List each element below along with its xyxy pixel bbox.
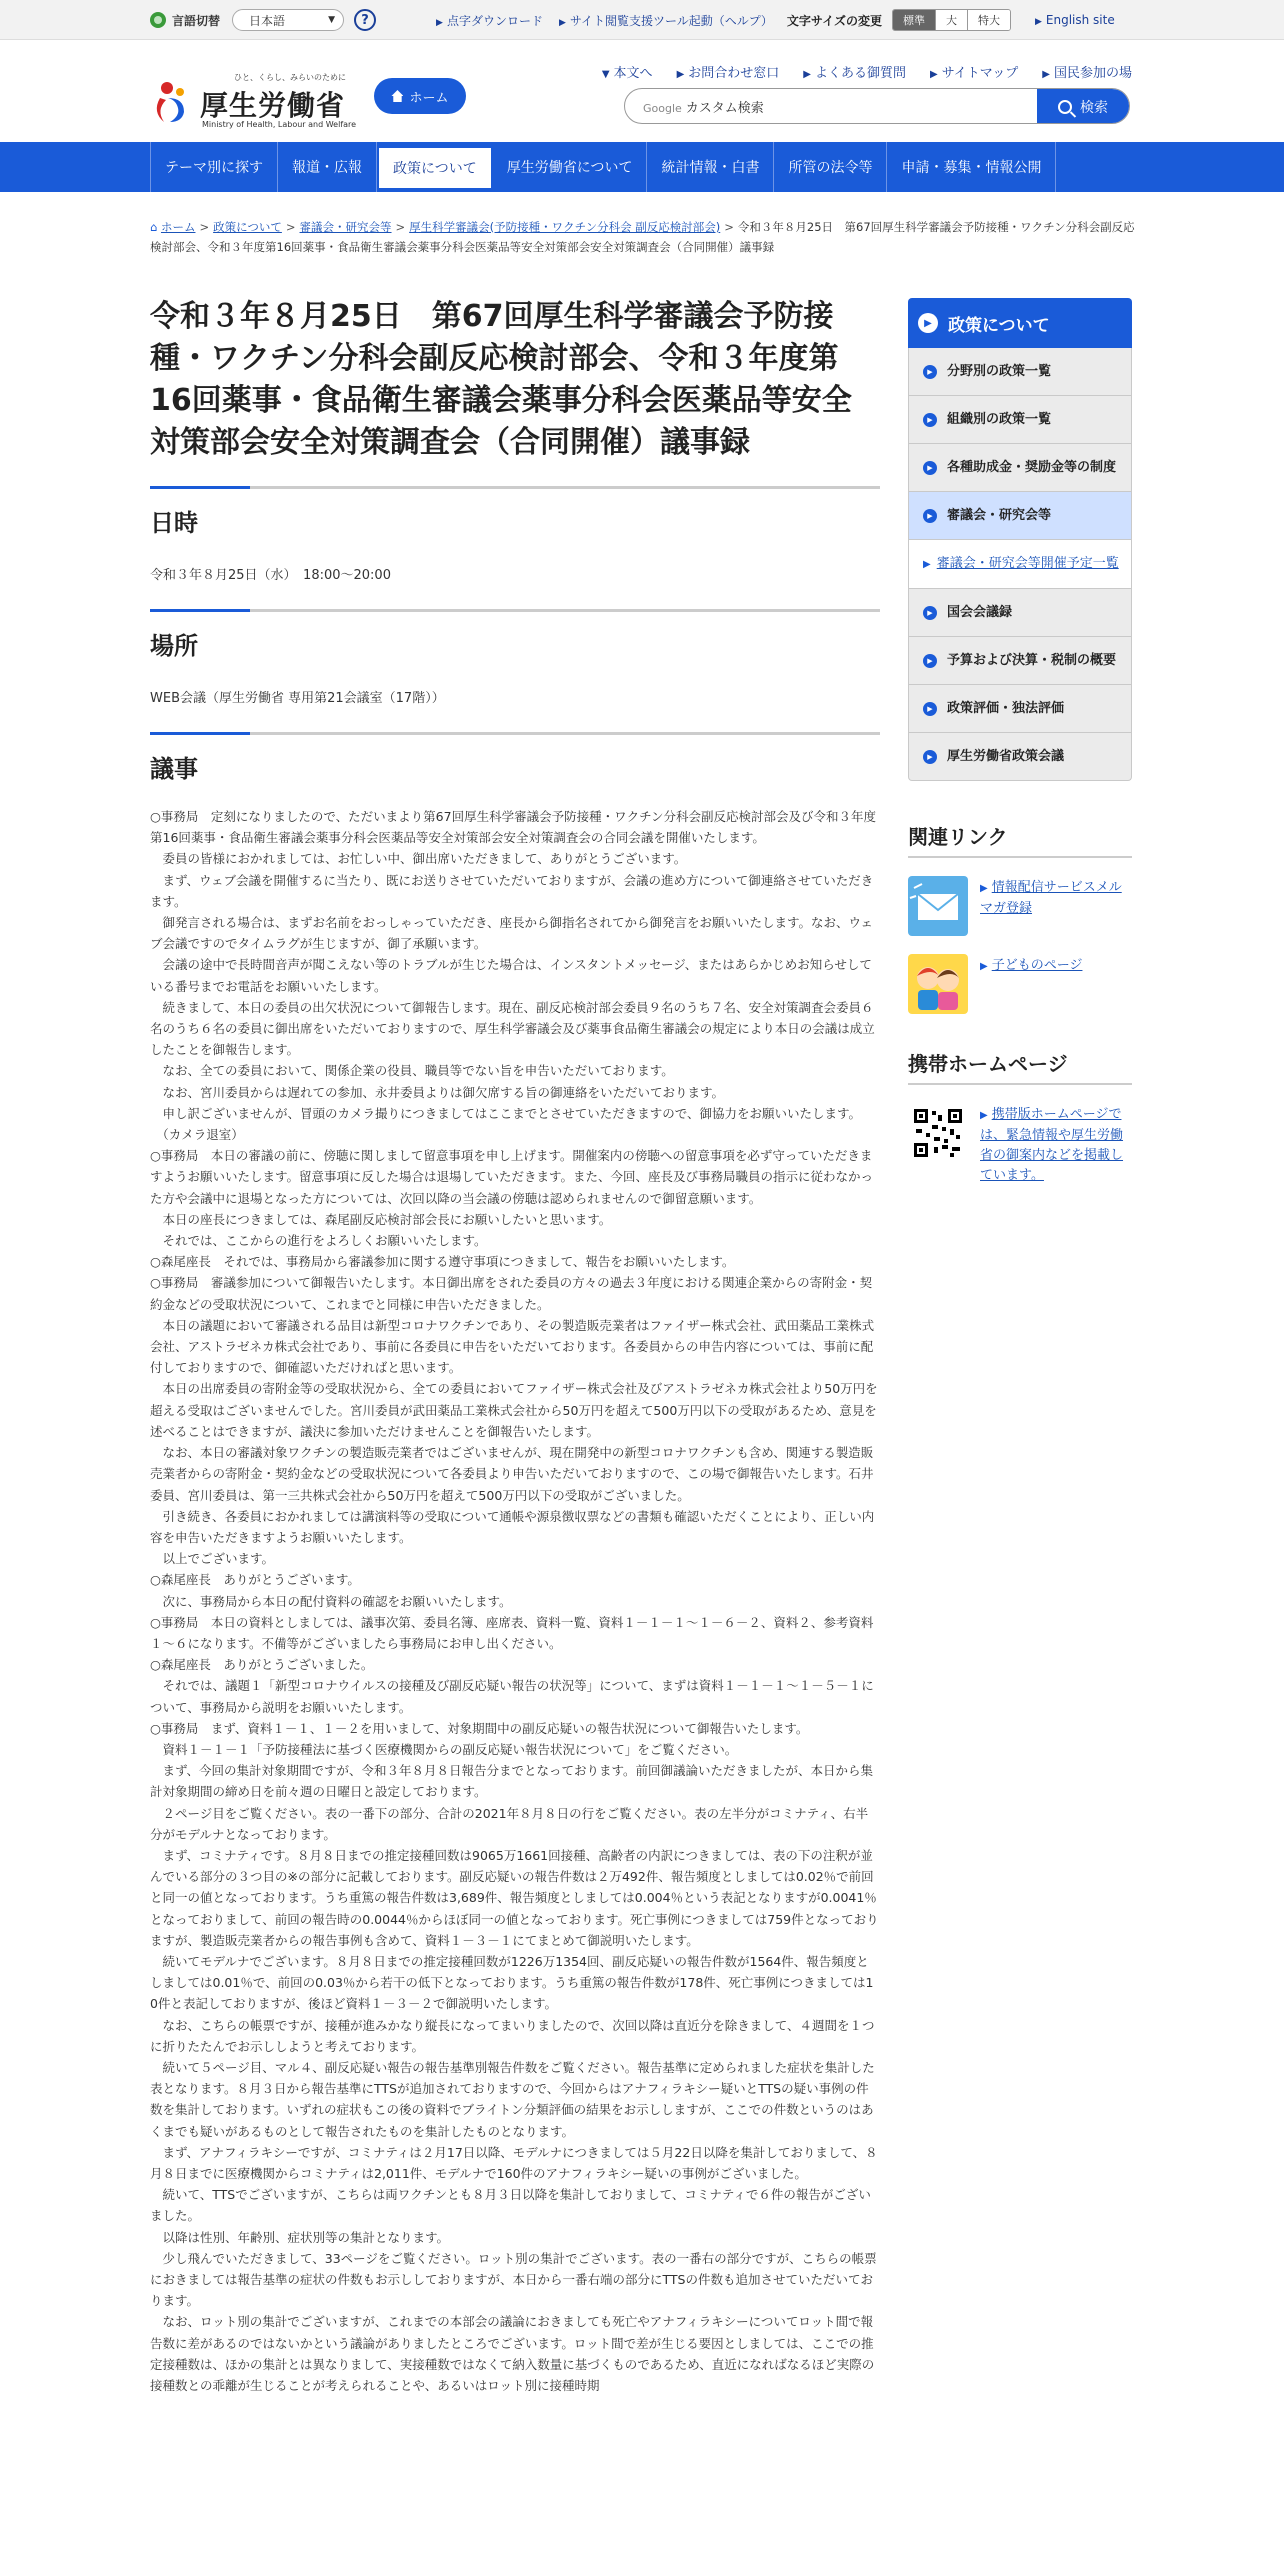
sidebar-item-label: 分野別の政策一覧 [947,364,1052,379]
sidebar-subitem-label[interactable]: 審議会・研究会等開催予定一覧 [936,556,1119,571]
home-button-label: ホーム [409,90,449,106]
sitemap-link[interactable]: サイトマップ [941,66,1019,81]
sidebar-item-label: 各種助成金・奨励金等の制度 [947,460,1117,475]
global-nav [0,142,1284,192]
place-text: WEB会議（厚生労働省 専用第21会議室（17階）） [150,691,445,706]
font-size-buttons [892,9,1011,31]
utility-bar [0,0,1284,40]
chevron-right-icon: ▶ [980,961,988,972]
section-divider [150,732,880,735]
chevron-right-icon: ▶ [1042,69,1050,80]
home-icon [391,90,403,102]
language-select-value: 日本語 [249,13,286,28]
font-size-label: 文字サイズの変更 [786,13,882,28]
skip-to-content-link[interactable]: 本文へ [613,66,653,81]
minutes-heading: 議事 [150,755,198,783]
sidebar-item-budget[interactable] [908,637,1132,685]
children-icon [908,954,968,1014]
mobile-site-heading: 携帯ホームページ [908,1048,1132,1085]
nav-about[interactable]: 厚生労働省について [493,142,648,192]
nav-laws[interactable]: 所管の法令等 [774,142,887,192]
caret-icon: ▶ [558,17,566,28]
page-title: 令和３年８月25日 第67回厚生科学審議会予防接種・ワクチン分科会副反応検討部会、令和３年度第16回薬事・食品衛生審議会薬事分科会医薬品等安全対策部会安全対策調査会（合同開催）議事録 [150,299,852,460]
breadcrumb-councils[interactable]: 審議会・研究会等 [299,220,392,234]
search-button-label: 検索 [1080,100,1108,116]
logo-name: 厚生労働省 [200,89,346,122]
chevron-right-icon: ▶ [923,559,931,570]
nav-theme[interactable]: テーマ別に探す [150,142,278,192]
circle-arrow-icon: ▶ [923,365,937,379]
qr-code-icon [908,1103,968,1163]
place-heading: 場所 [150,632,198,660]
help-glyph: ? [361,12,369,28]
sidebar-item-label: 審議会・研究会等 [947,508,1052,523]
font-size-standard-button[interactable]: 標準 [893,10,935,30]
related-link-kids[interactable] [908,954,1132,1014]
date-heading: 日時 [150,509,198,537]
logo-tagline: ひと、くらし、みらいのために [234,73,346,82]
circle-arrow-icon: ▶ [923,606,937,620]
circle-arrow-icon: ▶ [923,413,937,427]
circle-arrow-icon: ▶ [923,750,937,764]
related-links-heading: 関連リンク [908,821,1132,858]
chevron-right-icon: ▶ [676,69,685,80]
sidebar-item-by-field[interactable] [908,348,1132,396]
font-size-large-button[interactable]: 大 [935,10,967,30]
circle-arrow-icon: ▶ [923,654,937,668]
chevron-right-icon: ▶ [980,1110,988,1121]
sidebar-item-evaluation[interactable] [908,685,1132,733]
sidebar-item-subsidies[interactable] [908,444,1132,492]
search-icon [1058,100,1072,114]
sidebar-item-label: 厚生労働省政策会議 [947,749,1065,764]
sidebar-item-label: 国会会議録 [947,605,1013,620]
sidebar-item-policy-meeting[interactable] [908,733,1132,781]
sidebar [908,298,1132,1186]
nav-policy[interactable]: 政策について [377,146,493,190]
nav-statistics[interactable]: 統計情報・白書 [647,142,774,192]
mail-icon [908,876,968,936]
braille-download-link[interactable]: 点字ダウンロード [446,13,543,28]
site-logo[interactable] [150,70,360,130]
public-participation-link[interactable]: 国民参加の場 [1053,66,1132,81]
search-placeholder: カスタム検索 [685,100,764,116]
breadcrumb-home[interactable]: ホーム [160,220,196,234]
contact-link[interactable]: お問合わせ窓口 [688,66,780,81]
font-size-xlarge-button[interactable]: 特大 [967,10,1010,30]
nav-applications[interactable]: 申請・募集・情報公開 [887,142,1056,192]
chevron-right-icon: ▶ [980,883,988,894]
related-link-label[interactable]: 子どものページ [991,958,1083,973]
search-button[interactable] [1037,89,1129,124]
breadcrumb-current: 令和３年８月25日 第67回厚生科学審議会予防接種・ワクチン分科会副反応検討部会、令和３年度第16回薬事・食品衛生審議会薬事分科会医薬品等安全対策部会安全対策調査会（合同開催）議事録 [150,220,1135,254]
home-small-icon: ⌂ [150,220,158,234]
date-text: 令和３年８月25日（水） 18:00～20:00 [150,568,391,583]
minutes-text: ○事務局 定刻になりましたので、ただいまより第67回厚生科学審議会予防接種・ワクチン分科会副反応検討部会及び令和３年度第16回薬事・食品衛生審議会薬事分科会医薬品等安全対策部会安全対策調査会の合同会議を開催いたします。 委員の皆様におかれましては、お忙しい中、御出席いただきまして、ありがとうございます。 まず、ウェブ会議を開催するに当たり、既にお送りさせていただいておりますが、会議の進め方について御連絡させていただきます。 御発言される場合は、まずお名前をおっしゃっていただき、座長から御指名されてから御発言をお願いいたします。なお、ウェブ会議ですのでタイムラグが生じますが、御了承願います。 会議の途中で長時間音声が聞こえない等のトラブルが生じた場合は、インスタントメッセージ、またはあらかじめお知らせしている番号までお電話をお願いいたします。 続きまして、本日の委員の出欠状況について御報告します。現在、副反応検討部会委員９名のうち７名、安全対策調査会委員６名のうち６名の委員に御出席をいただいておりますので、厚生科学審議会及び薬事食品衛生審議会の規定により本日の会議は成立したことを御報告します。 なお、全ての委員において、関係企業の役員、職員等でない旨を申告いただいております。 なお、宮川委員からは遅れての参加、永井委員よりは御欠席する旨の御連絡をいただいております。 申し訳ございませんが、冒頭のカメラ撮りにつきましてはここまでとさせていただきますので、御協力をお願いいたします。 （カメラ退室） ○事務局 本日の審議の前に、傍聴に関しまして留意事項を申し上げます。開催案内の傍聴への留意事項を必ず守っていただきますようお願いいたします。留意事項に反した場合は退場していただきます。また、今回、座長及び事務局職員の指示に従わなかった方や会議中に退場となった方については、次回以降の当会議の傍聴は認められませんので御留意願います。 本日の座長につきましては、森尾副反応検討部会長にお願いしたいと思います。 それでは、ここからの進行をよろしくお願いいたします。 ○森尾座長 それでは、事務局から審議参加に関する遵守事項につきまして、報告をお願いいたします。 ○事務局 審議参加について御報告いたします。本日御出席をされた委員の方々の過去３年度における関連企業からの寄附金・契約金などの受取状況について、これまでと同様に申告いただきました。 本日の議題において審議される品目は新型コロナワクチンであり、その製造販売業者はファイザー株式会社、武田薬品工業株式会社、アストラゼネカ株式会社であり、事前に各委員に申告をいただいております。各委員からの申告内容については、事前に配付しておりますので、御確認いただければと思います。 本日の出席委員の寄附金等の受取状況から、全ての委員においてファイザー株式会社及びアストラゼネカ株式会社より50万円を超える受取はございませんでした。宮川委員が武田薬品工業株式会社から50万円を超えて500万円以下の受取があるため、意見を述べることはできますが、議決に参加いただけませんことを御報告いたします。 なお、本日の審議対象ワクチンの製造販売業者ではございませんが、現在開発中の新型コロナワクチンも含め、関連する製造販売業者からの寄附金・契約金などの受取状況について各委員より申告いただいておりますので、この場で御報告いたします。石井委員、宮川委員は、第一三共株式会社から50万円を超えて500万円以下の受取がございました。 引き続き、各委員におかれましては講演料等の受取について通帳や源泉徴収票などの書類も確認いただくことにより、正しい内容を申告いただきますようお願いいたします。 以上でございます。 ○森尾座長 ありがとうございます。 次に、事務局から本日の配付資料の確認をお願いいたします。 ○事務局 本日の資料としましては、議事次第、委員名簿、座席表、資料一覧、資料１－１－１～１－６－２、資料２、参考資料１～６になります。不備等がございましたら事務局にお申し出ください。 ○森尾座長 ありがとうございました。 それでは、議題１「新型コロナウイルスの接種及び副反応疑い報告の状況等」について、まずは資料１－１－１～１－５－１について、事務局から説明をお願いいたします。 ○事務局 まず、資料１－１、１－２を用いまして、対象期間中の副反応疑いの報告状況について御報告いたします。 資料１－１－１「予防接種法に基づく医療機関からの副反応疑い報告状況について」をご覧ください。 まず、今回の集計対象期間ですが、令和３年８月８日報告分までとなっております。前回御議論いただきましたが、本日から集計対象期間の締め日を前々週の日曜日と設定しております。 ２ページ目をご覧ください。表の一番下の部分、合計の2021年８月８日の行をご覧ください。表の左半分がコミナティ、右半分がモデルナとなっております。 まず、コミナティです。８月８日までの推定接種回数は9065万1661回接種、高齢者の内訳につきましては、表の下の注釈が並んでいる部分の３つ目の※の部分に記載しております。副反応疑いの報告件数は２万492件、報告頻度としましては0.02％で前回と同一の値となっております。うち重篤の報告件数は3,689件、報告頻度としましては0.004％という表記となりますが0.0041％となっておりまして、前回の報告時の0.0044％からほぼ同一の値となっております。死亡事例につきましては759件となっておりますが、製造販売業者からの報告事例も含めて、資料１－３－１にてまとめて御説明いたします。 続いてモデルナでございます。８月８日までの推定接種回数が1226万1354回、副反応疑いの報告件数が1564件、報告頻度としましては0.01％で、前回の0.03％から若干の低下となっております。うち重篤の報告件数が178件、死亡事例につきましては10件と表記しておりますが、後ほど資料１－３－２で御説明いたします。 なお、こちらの帳票ですが、接種が進みかなり縦長になってまいりましたので、次回以降は直近分を除きまして、４週間を１つに折りたたんでお示ししようと考えております。 続いて５ページ目、マル４、副反応疑い報告の報告基準別報告件数をご覧ください。報告基準に定められました症状を集計した表となります。８月３日から報告基準にTTSが追加されておりますので、今回からはアナフィラキシー疑いとTTSの疑い事例の件数を集計しております。いずれの症状もこの後の資料でブライトン分類評価の結果をお示ししますが、ここでの件数というのはあくまでも疑いがあるものとして報告されたものを集計したものとなります。 まず、アナフィラキシーですが、コミナティは２月17日以降、モデルナにつきましては５月22日以降を集計しておりまして、８月８日までに医療機関からコミナティは2,011件、モデルナで160件のアナフィラキシー疑いの事例がございました。 続いて、TTSでございますが、こちらは両ワクチンとも８月３日以降を集計しておりまして、コミナティで６件の報告がございました。 以降は性別、年齢別、症状別等の集計となります。 少し飛んでいただきまして、33ページをご覧ください。ロット別の集計でございます。表の一番右の部分ですが、こちらの帳票におきましては報告基準の症状の件数もお示ししておりますが、本日から一番右端の部分にTTSの件数も追加させていただいております。 なお、ロット別の集計でございますが、これまでの本部会の議論におきましても死亡やアナフィラキシーについてロット間で報告数に差があるのではないかという議論がありましたところでございます。ロット間で差が生じる要因としましては、ここでの推定接種数は、ほかの集計とは異なりまして、実接種数ではなくて納入数量に基づくものであるため、直近になればなるほど実際の接種数との乖離が生じることが考えられることや、あるいはロット別に接種時期 [150,809,879,2394]
search-box[interactable] [624,88,1130,124]
circle-arrow-icon: ▶ [923,702,937,716]
chevron-right-icon: ▶ [930,69,938,80]
mobile-site-link[interactable]: 携帯版ホームページでは、緊急情報や厚生労働省の御案内などを掲載しています。 [980,1107,1124,1183]
mobile-site-block [908,1103,1132,1186]
caret-icon: ▶ [1034,17,1042,27]
sidebar-header[interactable] [908,298,1132,348]
main-content [150,296,880,2396]
chevron-down-icon: ▼ [328,15,336,25]
help-icon[interactable] [354,9,376,31]
language-label: 言語切替 [172,13,221,28]
home-button[interactable] [374,78,466,114]
sidebar-item-diet-records[interactable] [908,589,1132,637]
search-input[interactable] [625,97,764,116]
breadcrumb-council-detail[interactable]: 厚生科学審議会(予防接種・ワクチン分科会 副反応検討部会) [409,220,721,234]
english-site-link[interactable]: English site [1045,13,1115,27]
sidebar-item-label: 組織別の政策一覧 [947,412,1052,427]
accessibility-tool-link[interactable]: サイト閲覧支援ツール起動（ヘルプ） [569,13,773,28]
chevron-right-icon: ▶ [803,69,811,80]
language-select[interactable] [232,9,344,31]
mhlw-logo-icon [150,78,198,126]
sidebar-item-label: 予算および決算・税制の概要 [947,653,1117,668]
related-link-label[interactable]: 情報配信サービスメルマガ登録 [980,880,1122,916]
search-google-label: Google [643,101,682,115]
sidebar-header-label: 政策について [948,315,1050,336]
chevron-down-icon: ▼ [601,69,610,80]
caret-icon: ▶ [436,17,443,28]
faq-link[interactable]: よくある御質問 [814,66,906,81]
sidebar-item-label: 政策評価・独法評価 [947,701,1065,716]
related-link-mailmagazine[interactable] [908,876,1132,936]
nav-press[interactable]: 報道・広報 [278,142,377,192]
circle-arrow-icon: ▶ [923,461,937,475]
circle-arrow-icon: ▶ [918,313,938,333]
section-divider [150,609,880,612]
breadcrumb-policy[interactable]: 政策について [213,220,282,234]
sidebar-item-by-organization[interactable] [908,396,1132,444]
logo-english: Ministry of Health, Labour and Welfare [202,120,357,129]
breadcrumb: ⌂ ホーム > 政策について > 審議会・研究会等 > 厚生科学審議会(予防接種・ワクチン分科会 副反応検討部会) > 令和３年８月25日 第67回厚生科学審議会予防接種・ワクチン分科会副反応検討部会、令和３年度第16回薬事・食品衛生審議会薬事分科会医薬品等安全対策部会安全対策調査会（合同開催）議事録 [150,220,1135,254]
circle-arrow-icon: ▶ [923,509,937,523]
title-divider [150,486,880,489]
language-icon [150,12,166,28]
header-links [602,62,1132,81]
sidebar-item-councils[interactable] [908,492,1132,540]
sidebar-subitem-schedule[interactable] [908,540,1132,589]
